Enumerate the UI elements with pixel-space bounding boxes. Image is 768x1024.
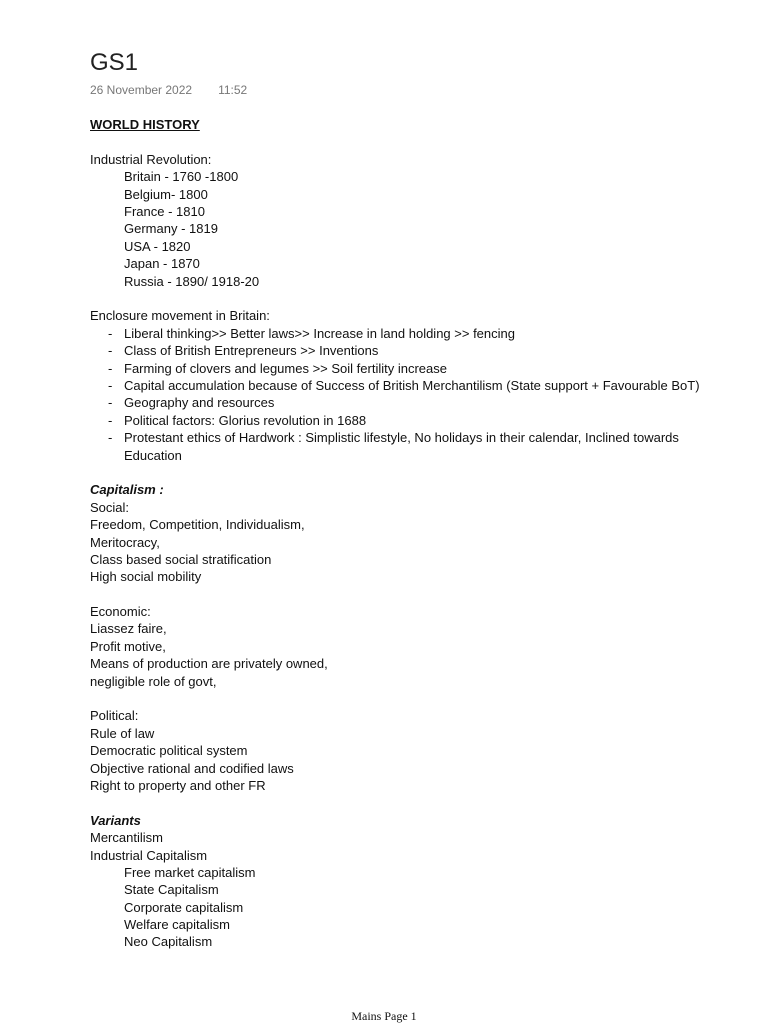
enclosure-list-item: - Liberal thinking>> Better laws>> Increase in land holding >> fencing <box>90 325 710 342</box>
industrial-revolution-item: Russia - 1890/ 1918-20 <box>124 273 260 289</box>
industrial-revolution-item: Japan - 1870 <box>124 256 200 272</box>
industrial-revolution-label: Industrial Revolution: <box>90 151 212 167</box>
page-footer: Mains Page 1 <box>351 1009 417 1023</box>
industrial-revolution-item: Belgium- 1800 <box>124 186 208 202</box>
variant-item: Industrial Capitalism <box>90 847 208 863</box>
variant-item: Mercantilism <box>90 830 163 846</box>
variant-sub-item: Free market capitalism <box>124 864 256 880</box>
note-timestamp <box>90 82 247 98</box>
variants-heading: Variants <box>90 812 141 828</box>
variant-sub-item: Corporate capitalism <box>124 899 244 915</box>
political-item: Democratic political system <box>90 743 248 759</box>
social-label: Social: <box>90 499 130 515</box>
capitalism-heading: Capitalism : <box>90 482 164 498</box>
political-item: Objective rational and codified laws <box>90 760 294 776</box>
economic-item: negligible role of govt, <box>90 673 217 689</box>
enclosure-list-item: - Geography and resources <box>90 394 710 411</box>
social-item: High social mobility <box>90 569 202 585</box>
enclosure-movement-list <box>90 325 710 464</box>
industrial-revolution-item: Germany - 1819 <box>124 221 218 237</box>
page-title: GS1 <box>90 49 139 76</box>
economic-item: Profit motive, <box>90 638 166 654</box>
enclosure-list-item: - Political factors: Glorius revolution in 1688 <box>90 412 710 429</box>
social-item: Freedom, Competition, Individualism, <box>90 517 305 533</box>
note-date: 26 November 2022 <box>90 83 193 97</box>
economic-item: Liassez faire, <box>90 621 167 637</box>
enclosure-list-item: - Capital accumulation because of Success of British Merchantilism (State support + Favourable BoT) <box>90 377 710 394</box>
political-label: Political: <box>90 708 139 724</box>
political-item: Right to property and other FR <box>90 777 266 793</box>
industrial-revolution-item: France - 1810 <box>124 203 205 219</box>
world-history-heading: WORLD HISTORY <box>90 117 200 132</box>
variant-sub-item: State Capitalism <box>124 882 219 898</box>
note-time: 11:52 <box>218 83 248 97</box>
industrial-revolution-item: USA - 1820 <box>124 238 191 254</box>
social-item: Meritocracy, <box>90 534 160 550</box>
enclosure-list-item: - Farming of clovers and legumes >> Soil fertility increase <box>90 360 710 377</box>
enclosure-list-item: - Protestant ethics of Hardwork : Simplistic lifestyle, No holidays in their calendar, Inclined towards Education <box>90 429 684 464</box>
economic-item: Means of production are privately owned, <box>90 656 328 672</box>
industrial-revolution-item: Britain - 1760 -1800 <box>124 169 239 185</box>
economic-label: Economic: <box>90 604 151 620</box>
enclosure-list-item: - Class of British Entrepreneurs >> Inventions <box>90 342 710 359</box>
variant-sub-item: Neo Capitalism <box>124 934 213 950</box>
social-item: Class based social stratification <box>90 551 272 567</box>
enclosure-movement-label: Enclosure movement in Britain: <box>90 308 270 324</box>
note-body <box>90 116 710 951</box>
variant-sub-item: Welfare capitalism <box>124 917 230 933</box>
political-item: Rule of law <box>90 725 155 741</box>
